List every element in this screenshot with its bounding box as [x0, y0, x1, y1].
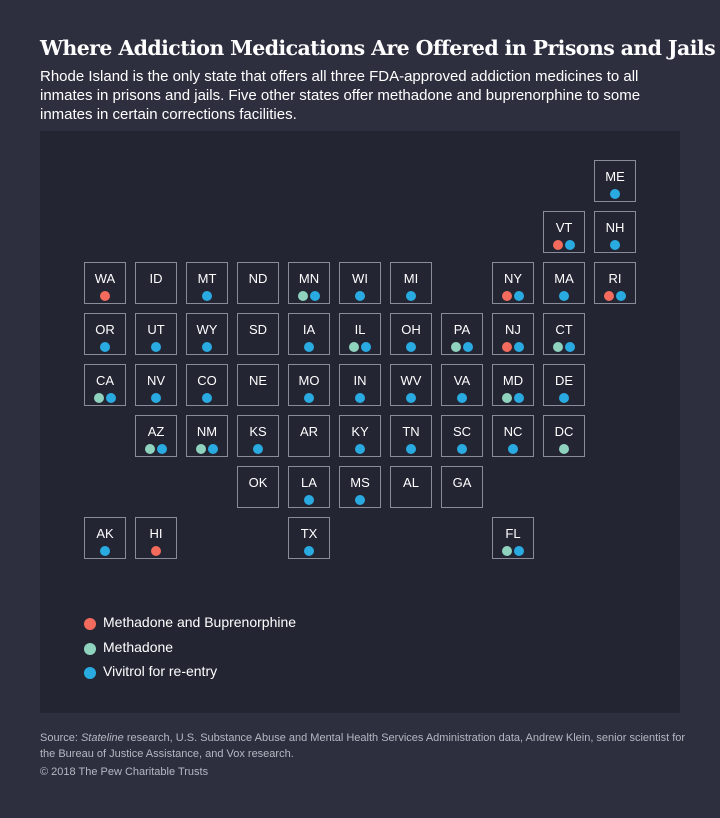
methadone-dot [349, 342, 359, 352]
state-abbr: NY [503, 271, 523, 286]
source-rest: research, U.S. Substance Abuse and Mental Health Services Administration data, Andrew Klein, senior scientist for the Bureau of Justice Assistance, and Vox research. [40, 732, 686, 760]
vivitrol-dot [100, 342, 110, 352]
state-abbr: PA [453, 322, 471, 337]
medication-dots [340, 495, 380, 505]
page-title: Where Addiction Medications Are Offered in Prisons and Jails [40, 36, 716, 60]
state-abbr: UT [147, 322, 165, 337]
state-tile-ak [84, 517, 126, 559]
vivitrol-dot [253, 444, 263, 454]
state-abbr: DC [554, 424, 574, 439]
vivitrol-dot [202, 291, 212, 301]
state-tile-nj [492, 313, 534, 355]
vivitrol-dot [610, 240, 620, 250]
medication-dots [391, 342, 431, 352]
state-tile-sd [237, 313, 279, 355]
medication-dots [493, 444, 533, 454]
state-abbr: MS [350, 475, 370, 490]
medication-dots [289, 495, 329, 505]
legend-label: Vivitrol for re-entry [103, 663, 218, 679]
state-tile-nh [594, 211, 636, 253]
state-tile-de [543, 364, 585, 406]
legend-label: Methadone and Buprenorphine [103, 614, 297, 630]
medication-dots [442, 444, 482, 454]
medication-dots [493, 342, 533, 352]
source-note [40, 730, 690, 762]
methadone-buprenorphine-dot [100, 291, 110, 301]
page-subtitle: Rhode Island is the only state that offers all three FDA-approved addiction medicines to all inmates in prisons and jails. Five other states offer methadone and buprenorphine to some inmates in certain corrections facilities. [40, 68, 641, 123]
state-tile-nd [237, 262, 279, 304]
vivitrol-dot [514, 546, 524, 556]
state-tile-nc [492, 415, 534, 457]
state-tile-ri [594, 262, 636, 304]
medication-dots [544, 240, 584, 250]
medication-dots [136, 393, 176, 403]
copyright: © 2018 The Pew Charitable Trusts [40, 766, 209, 778]
medication-dots [595, 240, 635, 250]
vivitrol-dot [151, 342, 161, 352]
state-tile-ok [237, 466, 279, 508]
state-tile-vt [543, 211, 585, 253]
state-abbr: AK [96, 526, 114, 541]
medication-dots [85, 291, 125, 301]
state-tile-al [390, 466, 432, 508]
medication-dots [493, 546, 533, 556]
state-abbr: CT [555, 322, 573, 337]
vivitrol-dot [463, 342, 473, 352]
state-abbr: OH [401, 322, 421, 337]
state-abbr: LA [301, 475, 317, 490]
methadone-dot [559, 444, 569, 454]
vivitrol-dot [514, 291, 524, 301]
vivitrol-dot [304, 546, 314, 556]
state-tile-ms [339, 466, 381, 508]
state-tile-md [492, 364, 534, 406]
methadone-buprenorphine-dot [502, 342, 512, 352]
state-abbr: GA [452, 475, 472, 490]
medication-dots [391, 393, 431, 403]
state-abbr: MO [298, 373, 320, 388]
legend-swatch [84, 643, 96, 655]
state-abbr: TN [402, 424, 420, 439]
legend-swatch [84, 618, 96, 630]
methadone-dot [553, 342, 563, 352]
medication-dots [340, 342, 380, 352]
state-abbr: MI [403, 271, 419, 286]
state-tile-ky [339, 415, 381, 457]
state-tile-or [84, 313, 126, 355]
methadone-buprenorphine-dot [151, 546, 161, 556]
vivitrol-dot [514, 342, 524, 352]
state-tile-la [288, 466, 330, 508]
vivitrol-dot [406, 342, 416, 352]
state-tile-mn [288, 262, 330, 304]
medication-dots [340, 393, 380, 403]
state-abbr: AL [403, 475, 419, 490]
medication-dots [493, 393, 533, 403]
state-tile-va [441, 364, 483, 406]
vivitrol-dot [304, 342, 314, 352]
state-tile-ga [441, 466, 483, 508]
state-abbr: ND [248, 271, 268, 286]
state-abbr: KS [249, 424, 267, 439]
state-abbr: WV [400, 373, 422, 388]
state-tile-ne [237, 364, 279, 406]
medication-dots [595, 189, 635, 199]
state-abbr: NM [196, 424, 218, 439]
vivitrol-dot [406, 291, 416, 301]
medication-dots [544, 342, 584, 352]
state-tile-pa [441, 313, 483, 355]
state-tile-az [135, 415, 177, 457]
medication-dots [391, 444, 431, 454]
state-tile-oh [390, 313, 432, 355]
medication-dots [136, 342, 176, 352]
state-abbr: MA [554, 271, 574, 286]
state-tile-tx [288, 517, 330, 559]
methadone-dot [451, 342, 461, 352]
state-abbr: IL [354, 322, 366, 337]
state-tile-ca [84, 364, 126, 406]
methadone-buprenorphine-dot [502, 291, 512, 301]
medication-dots [442, 393, 482, 403]
state-abbr: MN [298, 271, 320, 286]
medication-dots [85, 393, 125, 403]
state-tile-ia [288, 313, 330, 355]
legend-label: Methadone [103, 638, 174, 655]
medication-dots [595, 291, 635, 301]
state-tile-mt [186, 262, 228, 304]
state-tile-co [186, 364, 228, 406]
medication-dots [340, 291, 380, 301]
state-abbr: AZ [147, 424, 165, 439]
state-tile-fl [492, 517, 534, 559]
state-abbr: HI [149, 526, 163, 541]
state-abbr: VT [555, 220, 573, 235]
source-prefix: Source: [40, 732, 81, 744]
state-tile-tn [390, 415, 432, 457]
methadone-dot [196, 444, 206, 454]
state-abbr: CA [95, 373, 115, 388]
state-abbr: MD [502, 373, 524, 388]
vivitrol-dot [559, 291, 569, 301]
medication-dots [136, 546, 176, 556]
medication-dots [442, 342, 482, 352]
state-tile-mo [288, 364, 330, 406]
state-abbr: WY [196, 322, 218, 337]
vivitrol-dot [355, 291, 365, 301]
vivitrol-dot [310, 291, 320, 301]
state-tile-sc [441, 415, 483, 457]
vivitrol-dot [508, 444, 518, 454]
state-tile-ar [288, 415, 330, 457]
state-abbr: NC [503, 424, 523, 439]
medication-dots [289, 546, 329, 556]
vivitrol-dot [457, 444, 467, 454]
state-abbr: CO [197, 373, 217, 388]
medication-dots [289, 342, 329, 352]
methadone-dot [502, 546, 512, 556]
state-tile-wa [84, 262, 126, 304]
vivitrol-dot [151, 393, 161, 403]
state-abbr: AR [299, 424, 319, 439]
state-abbr: OK [248, 475, 268, 490]
vivitrol-dot [610, 189, 620, 199]
medication-dots [340, 444, 380, 454]
vivitrol-dot [406, 393, 416, 403]
state-tile-hi [135, 517, 177, 559]
medication-dots [238, 444, 278, 454]
vivitrol-dot [106, 393, 116, 403]
medication-dots [187, 393, 227, 403]
state-tile-ct [543, 313, 585, 355]
state-abbr: NH [605, 220, 625, 235]
state-abbr: WI [352, 271, 368, 286]
legend-swatch [84, 667, 96, 679]
medication-dots [544, 393, 584, 403]
state-tile-nv [135, 364, 177, 406]
state-tile-me [594, 160, 636, 202]
state-tile-id [135, 262, 177, 304]
medication-dots [493, 291, 533, 301]
medication-dots [85, 342, 125, 352]
state-tile-wv [390, 364, 432, 406]
source-italic: Stateline [80, 732, 124, 744]
state-abbr: OR [95, 322, 115, 337]
state-tile-dc [543, 415, 585, 457]
vivitrol-dot [304, 393, 314, 403]
medication-dots [544, 291, 584, 301]
vivitrol-dot [406, 444, 416, 454]
state-tile-in [339, 364, 381, 406]
vivitrol-dot [457, 393, 467, 403]
state-abbr: ID [149, 271, 163, 286]
vivitrol-dot [616, 291, 626, 301]
vivitrol-dot [304, 495, 314, 505]
methadone-dot [298, 291, 308, 301]
vivitrol-dot [202, 393, 212, 403]
state-abbr: KY [351, 424, 369, 439]
vivitrol-dot [202, 342, 212, 352]
vivitrol-dot [100, 546, 110, 556]
medication-dots [391, 291, 431, 301]
vivitrol-dot [559, 393, 569, 403]
state-tile-wy [186, 313, 228, 355]
medication-dots [85, 546, 125, 556]
methadone-buprenorphine-dot [604, 291, 614, 301]
vivitrol-dot [355, 393, 365, 403]
medication-dots [544, 444, 584, 454]
state-abbr: WA [94, 271, 116, 286]
state-tile-ny [492, 262, 534, 304]
state-abbr: TX [300, 526, 318, 541]
state-abbr: SD [248, 322, 268, 337]
state-abbr: RI [608, 271, 622, 286]
state-abbr: FL [505, 526, 521, 541]
vivitrol-dot [565, 240, 575, 250]
state-tile-ut [135, 313, 177, 355]
state-abbr: IA [302, 322, 316, 337]
medication-dots [187, 342, 227, 352]
medication-dots [187, 444, 227, 454]
medication-dots [136, 444, 176, 454]
methadone-dot [502, 393, 512, 403]
methadone-buprenorphine-dot [553, 240, 563, 250]
state-tile-mi [390, 262, 432, 304]
vivitrol-dot [355, 495, 365, 505]
vivitrol-dot [355, 444, 365, 454]
state-abbr: NJ [505, 322, 521, 337]
vivitrol-dot [208, 444, 218, 454]
vivitrol-dot [565, 342, 575, 352]
methadone-dot [145, 444, 155, 454]
medication-dots [289, 393, 329, 403]
state-abbr: MT [197, 271, 217, 286]
state-abbr: ME [605, 169, 625, 184]
vivitrol-dot [361, 342, 371, 352]
state-abbr: VA [453, 373, 471, 388]
state-tile-nm [186, 415, 228, 457]
medication-dots [187, 291, 227, 301]
vivitrol-dot [514, 393, 524, 403]
state-tile-ma [543, 262, 585, 304]
state-abbr: NE [248, 373, 268, 388]
vivitrol-dot [157, 444, 167, 454]
state-tile-il [339, 313, 381, 355]
state-tile-ks [237, 415, 279, 457]
state-abbr: SC [452, 424, 472, 439]
state-tile-wi [339, 262, 381, 304]
state-abbr: DE [554, 373, 574, 388]
methadone-dot [94, 393, 104, 403]
state-abbr: IN [353, 373, 367, 388]
medication-dots [289, 291, 329, 301]
state-abbr: NV [146, 373, 166, 388]
